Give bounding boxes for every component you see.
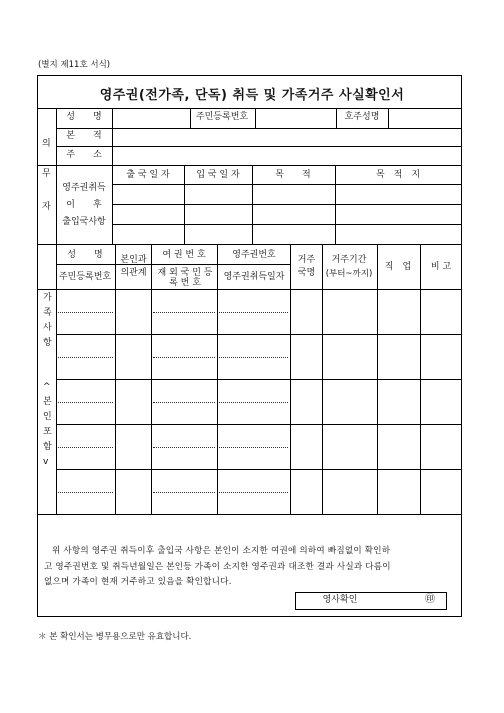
family-group-label-3: 사 [43, 323, 52, 333]
dotted-line [153, 357, 215, 358]
family-group-label-7: 본 [43, 397, 52, 407]
rule [112, 108, 113, 244]
rule [56, 146, 462, 147]
rule [322, 244, 323, 514]
rule [151, 244, 152, 514]
rule [290, 244, 291, 514]
period-sub-header: (부터~까지) [325, 269, 373, 279]
rule [112, 204, 462, 205]
family-group-label-4: 항 [43, 338, 52, 348]
purpose-header: 목 적 [275, 170, 311, 180]
statement-line-1: 위 사항의 영주권 취득이후 출입국 사항은 본인이 소지한 여권에 의하여 빠짐없이 확인하 [52, 546, 391, 556]
applicant-group-label-2: 무 [42, 169, 51, 179]
name-label: 성 명 [66, 112, 102, 122]
family-group-label-6: ^ [43, 382, 51, 392]
statement-line-3: 없으며 가족이 현재 거주하고 있음을 확인합니다. [44, 577, 232, 587]
rule [388, 108, 389, 128]
dotted-line [58, 402, 113, 403]
entry-date-header: 입 국 일 자 [196, 170, 240, 180]
rule [37, 108, 462, 109]
dotted-line [58, 312, 113, 313]
dotted-line [219, 447, 288, 448]
rule [112, 224, 462, 225]
country-header: 거주국명 [297, 255, 316, 278]
job-header: 직 업 [384, 262, 412, 272]
rule [377, 244, 378, 514]
family-group-label-2: 족 [43, 308, 52, 318]
rule [336, 108, 337, 128]
seal-icon: ㊞ [425, 594, 435, 605]
pr-date-header: 영주권취득일자 [223, 272, 285, 282]
rule [252, 165, 253, 244]
passport-no-header: 여 권 번 호 [162, 250, 206, 260]
rule [56, 334, 462, 335]
dotted-line [219, 402, 288, 403]
consul-confirm-label: 영사확인 [322, 595, 358, 605]
rule [420, 244, 421, 514]
rule [56, 379, 462, 380]
dotted-line [58, 447, 113, 448]
dotted-line [58, 492, 113, 493]
statement-line-2: 고 영주권번호 및 취득년월일은 본인등 가족이 소지한 영주권과 대조한 결과 사실과 다름이 [44, 562, 391, 572]
rule [115, 244, 116, 514]
departure-date-header: 출 국 일 자 [126, 170, 170, 180]
rule [335, 165, 336, 244]
rule [37, 514, 462, 515]
family-group-label-8: 인 [43, 412, 52, 422]
rule [255, 108, 256, 128]
rule [37, 289, 462, 290]
rule [37, 244, 462, 245]
dotted-line [219, 492, 288, 493]
dotted-line [153, 402, 215, 403]
family-group-label-1: 가 [43, 293, 52, 303]
origin-label: 본 적 [66, 131, 102, 141]
page-title: 영주권(전가족, 단독) 취득 및 가족거주 사실확인서 [99, 88, 405, 103]
family-name-header: 성 명 [67, 250, 103, 260]
destination-header: 목 적 지 [375, 170, 421, 180]
foreigner-no-header: 재 외 국 민 등 록 번 호 [157, 268, 213, 288]
form-number: (별지 제11호 서식) [38, 60, 111, 70]
rule [56, 469, 462, 470]
pr-no-header: 영주권번호 [232, 250, 276, 260]
dotted-line [219, 357, 288, 358]
dotted-line [153, 447, 215, 448]
rule [217, 244, 218, 514]
rule [184, 165, 185, 244]
travel-label-2: 이 후 [66, 200, 102, 210]
dotted-line [153, 492, 215, 493]
rule [56, 264, 290, 265]
applicant-group-label-3: 자 [42, 202, 51, 212]
dotted-line [219, 312, 288, 313]
family-resident-no-header: 주민등록번호 [58, 272, 112, 282]
travel-label-1: 영주권취득 [62, 183, 106, 193]
rule [56, 108, 57, 514]
travel-label-3: 출입국사항 [62, 217, 106, 227]
applicant-group-label-1: 의 [42, 139, 51, 149]
rule [190, 108, 191, 128]
footnote: ＊ 본 확인서는 병무용으로만 유효합니다. [38, 632, 192, 642]
dotted-line [58, 357, 113, 358]
rule [37, 165, 462, 166]
address-label: 주 소 [66, 150, 102, 160]
period-header: 거주기간 [331, 255, 367, 265]
remark-header: 비 고 [430, 262, 452, 272]
family-group-label-11: v [43, 457, 49, 467]
rule [56, 128, 462, 129]
rule [56, 424, 462, 425]
relation-header: 본인과의관계 [120, 255, 147, 278]
rule [112, 184, 462, 185]
family-group-label-10: 함 [43, 442, 52, 452]
dotted-line [153, 312, 215, 313]
family-group-label-9: 포 [43, 427, 52, 437]
resident-no-label: 주민등록번호 [195, 112, 249, 122]
head-name-label: 호주성명 [344, 112, 380, 122]
